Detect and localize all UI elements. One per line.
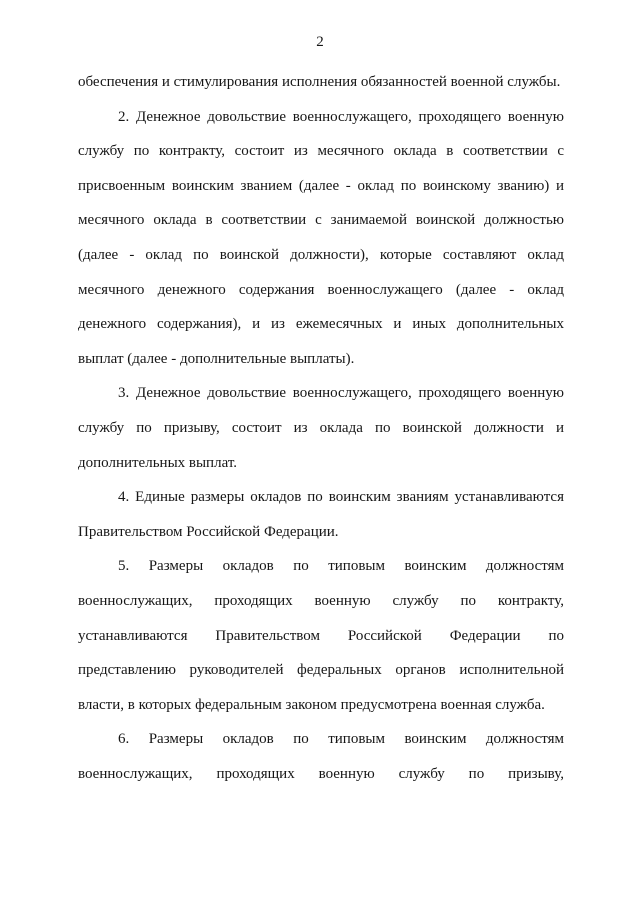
text-line: присвоенным воинским званием (далее - оклад по воинскому званию) и — [78, 177, 564, 194]
text-line: месячного денежного содержания военнослужащего (далее - оклад — [78, 281, 564, 298]
text-line: денежного содержания), и из ежемесячных и иных дополнительных — [78, 316, 564, 333]
paragraph-first-line: 3. Денежное довольствие военнослужащего, проходящего военную — [118, 385, 564, 402]
text-line: службу по призыву, состоит из оклада по воинской должности и — [78, 419, 564, 436]
text-line: представлению руководителей федеральных органов исполнительной — [78, 662, 564, 679]
text-line: месячного оклада в соответствии с занимаемой воинской должностью — [78, 212, 564, 229]
document-body — [78, 71, 564, 797]
text-line: (далее - оклад по воинской должности), которые составляют оклад — [78, 246, 564, 263]
paragraph-first-line: 5. Размеры окладов по типовым воинским должностям — [118, 558, 564, 575]
text-line: обеспечения и стимулирования исполнения обязанностей военной службы. — [78, 74, 561, 90]
paragraph-first-line: 2. Денежное довольствие военнослужащего, проходящего военную — [118, 108, 564, 125]
text-line: власти, в которых федеральным законом предусмотрена военная служба. — [78, 696, 545, 713]
paragraph-first-line: 6. Размеры окладов по типовым воинским должностям — [118, 731, 564, 748]
page-number: 2 — [316, 34, 324, 50]
text-line: службу по контракту, состоит из месячного оклада в соответствии с — [78, 143, 564, 160]
text-line: выплат (далее - дополнительные выплаты). — [78, 350, 355, 367]
text-line: дополнительных выплат. — [78, 454, 238, 471]
text-line: устанавливаются Правительством Российской Федерации по — [78, 627, 564, 644]
text-line: военнослужащих, проходящих военную службу по призыву, — [78, 765, 564, 782]
text-line: военнослужащих, проходящих военную службу по контракту, — [78, 592, 564, 609]
paragraph-first-line: 4. Единые размеры окладов по воинским званиям устанавливаются — [118, 489, 564, 506]
text-line: Правительством Российской Федерации. — [78, 523, 339, 540]
